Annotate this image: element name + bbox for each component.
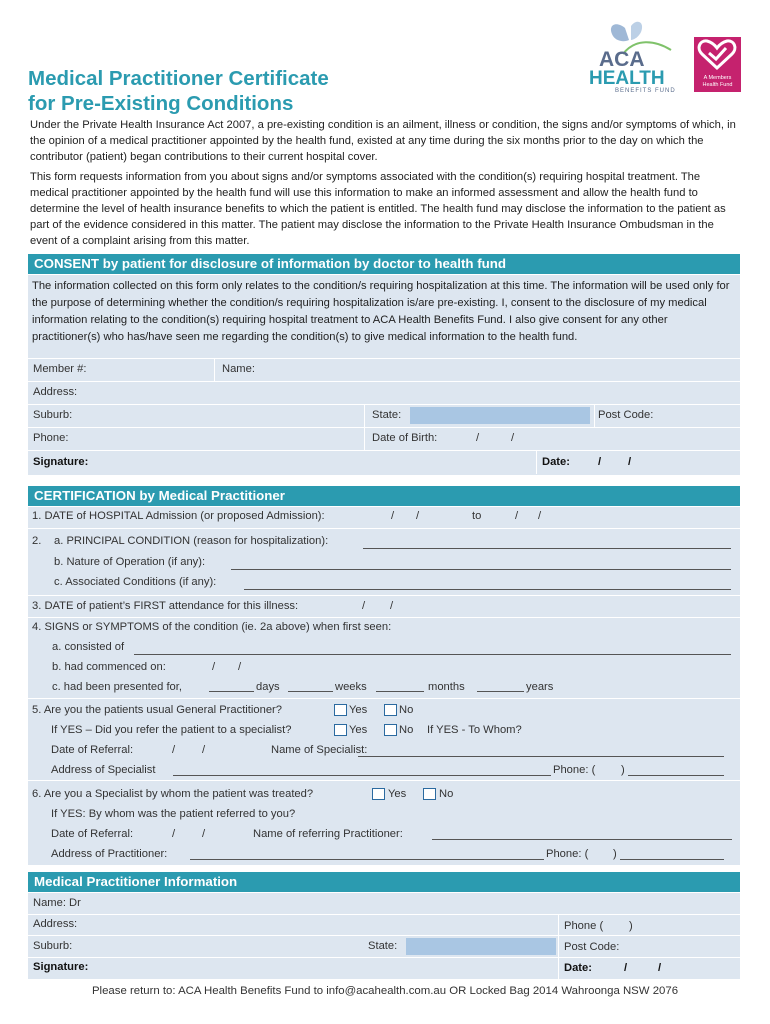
practitioner-info-heading: Medical Practitioner Information [28, 872, 740, 892]
q4a-line[interactable] [134, 654, 731, 655]
q2c-label: c. Associated Conditions (if any): [54, 576, 217, 588]
consent-text: The information collected on this form only relates to the condition/s requiring hospitalization at this time. The information will be used only for the purpose of determining whether the condition/s requiring hospitalization is/are pre-existing. I, consent to the disclosure of my medical information relating to the condition(s) requiring hospital treatment to ACA Health Benefits Fund. I also give consent for any other practitioner(s) who has/have seen me regarding the condition(s) to give medical information to the health fund. [32, 280, 730, 343]
q5-no-checkbox[interactable] [384, 704, 397, 716]
aca-health-logo: ACA HEALTH BENEFITS FUND [585, 20, 685, 100]
dr-state-input[interactable] [406, 938, 556, 955]
suburb-label: Suburb: [33, 409, 73, 421]
q5-yes-checkbox[interactable] [334, 704, 347, 716]
consent-section-heading: CONSENT by patient for disclosure of information by doctor to health fund [28, 254, 740, 274]
certification-panel: 1. DATE of HOSPITAL Admission (or proposed Admission): / / to / / 2. a. PRINCIPAL CONDITION (reason for hospitalization): b. Nature of Operation (if any): c. Associated Conditions (if any): 3. DATE of patient’s FIRST attendance for this illness: / / 4. SIGNS or SYMPTOMS of the condition (ie. 2a above) when first seen: a. consisted of b. had commenced on: / / c. had been presented for, days weeks months years 5. Are you the patients usual General Practitioner? Yes No If YES – Did you refer the patient to a specialist? Yes No If YES - To Whom? Date of Referral: / / Name of Specialist: Address of Specialist Phone: ( ) 6. Are you a Specialist by whom the patient was treated? Yes No If YES: By whom was the patient referred to you? Date of Referral: / / Name of referring Practitioner: Address of Practitioner: Phone: ( ) [28, 507, 740, 865]
dr-signature-label: Signature: [33, 961, 89, 973]
q6-label: 6. Are you a Specialist by whom the patient was treated? [32, 788, 314, 800]
name-label: Name: [222, 363, 255, 375]
dr-state-label: State: [368, 940, 398, 952]
return-instructions: Please return to: ACA Health Benefits Fund to info@acahealth.com.au OR Locked Bag 2014 Wahroonga NSW 2076 [91, 985, 679, 997]
q6-no-checkbox[interactable] [423, 788, 436, 800]
page-title: Medical Practitioner Certificate for Pre-Existing Conditions [28, 67, 329, 115]
dr-date-label: Date: [564, 962, 592, 974]
signature-label: Signature: [33, 456, 89, 468]
q2a-line[interactable] [363, 548, 731, 549]
referring-practitioner-line[interactable] [432, 839, 732, 840]
postcode-label: Post Code: [598, 409, 654, 421]
state-input[interactable] [410, 407, 590, 424]
intro-paragraph-1: Under the Private Health Insurance Act 2007, a pre-existing condition is an ailment, illness or condition, the signs and/or symptoms of which, in the opinion of a medical practitioner appointed by the health fund, existed at any time during the six months prior to the day on which the contributor (patient) began contributions to their current hospital cover. [30, 119, 736, 163]
member-number-label: Member #: [33, 363, 87, 375]
dr-suburb-label: Suburb: [33, 940, 73, 952]
dr-postcode-label: Post Code: [564, 941, 620, 953]
phone-label: Phone: [33, 432, 69, 444]
q2c-line[interactable] [244, 589, 731, 590]
dr-name-label: Name: Dr [33, 897, 81, 909]
q5b-yes-checkbox[interactable] [334, 724, 347, 736]
q5b-label: If YES – Did you refer the patient to a specialist? [51, 724, 292, 736]
date-label: Date: [542, 456, 570, 468]
address-label: Address: [33, 386, 78, 398]
q6-yes-checkbox[interactable] [372, 788, 385, 800]
q2b-label: b. Nature of Operation (if any): [54, 556, 206, 568]
q4-label: 4. SIGNS or SYMPTOMS of the condition (ie. 2a above) when first seen: [32, 621, 392, 633]
dr-phone-label: Phone ( [564, 920, 604, 932]
specialist-name-line[interactable] [358, 756, 724, 757]
members-health-fund-badge: A Members Health Fund [694, 37, 741, 92]
practitioner-info-panel: Name: Dr Address: Phone ( ) Suburb: State: Post Code: Signature: Date: / / [28, 893, 740, 979]
q2a-label: a. PRINCIPAL CONDITION (reason for hospitalization): [54, 535, 329, 547]
certification-section-heading: CERTIFICATION by Medical Practitioner [28, 486, 740, 506]
heart-check-icon [694, 37, 741, 73]
consent-panel: The information collected on this form only relates to the condition/s requiring hospitalization at this time. The information will be used only for the purpose of determining whether the condition/s requiring hospitalization is/are pre-existing. I, consent to the disclosure of my medical information relating to the condition(s) requiring hospital treatment to ACA Health Benefits Fund. I also give consent for any other practitioner(s) who has/have seen me regarding the condition(s) to give medical information to the health fund. Member #: Name: Address: Suburb: State: Post Code: Phone: Date of Birth: / / Signature: Date: / / [28, 275, 740, 475]
q1-label: 1. DATE of HOSPITAL Admission (or proposed Admission): [32, 510, 325, 522]
intro-paragraph-2: This form requests information from you about signs and/or symptoms associated with the condition(s) requiring hospital treatment. The medical practitioner appointed by the health fund will use this information to make an informed assessment and allow the health fund to determine the level of health insurance benefits to which the patient is entitled. The health fund may disclose the information to the patient as part of the evidence considered in this matter. The patient may disclose the information to the Private Health Insurance Ombudsman in the event of a complaint arising from this matter. [30, 171, 726, 247]
specialist-address-line[interactable] [173, 775, 551, 776]
state-label: State: [372, 409, 402, 421]
q5b-no-checkbox[interactable] [384, 724, 397, 736]
q3-label: 3. DATE of patient’s FIRST attendance for this illness: [32, 600, 299, 612]
dr-address-label: Address: [33, 918, 78, 930]
dob-label: Date of Birth: [372, 432, 438, 444]
q2b-line[interactable] [231, 569, 731, 570]
q5-label: 5. Are you the patients usual General Practitioner? [32, 704, 283, 716]
practitioner-address-line[interactable] [190, 859, 544, 860]
